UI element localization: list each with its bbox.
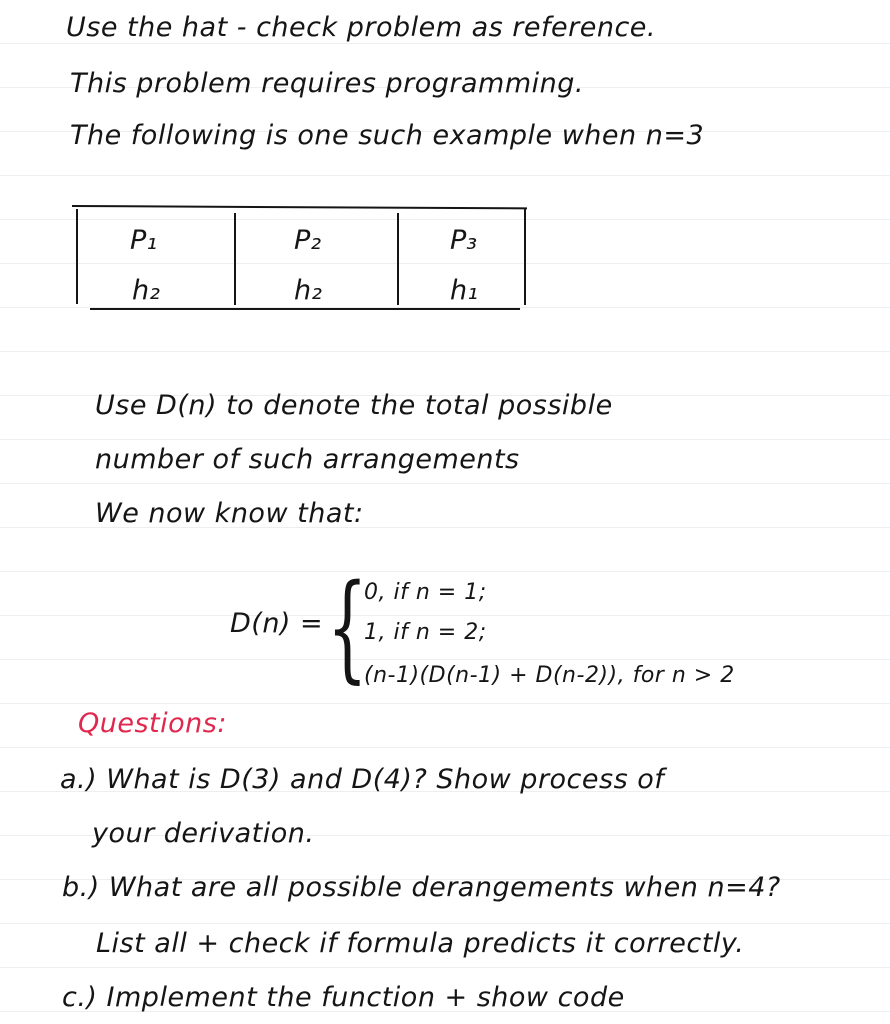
table-hat-2: h₂ (294, 275, 322, 306)
recurrence-formula (230, 560, 830, 695)
intro-line-1: Use the hat - check problem as reference. (66, 12, 656, 43)
table-left-border (76, 209, 78, 304)
questions-heading: Questions: (78, 708, 227, 739)
definition-line-1: Use D(n) to denote the total possible (95, 390, 613, 421)
formula-case-3: (n-1)(D(n-1) + D(n-2)), for n > 2 (364, 663, 735, 688)
table-divider-1 (234, 213, 236, 305)
table-person-2: P₂ (294, 225, 322, 256)
table-divider-2 (397, 213, 399, 305)
question-a-line-2: your derivation. (92, 818, 315, 849)
definition-line-2: number of such arrangements (95, 444, 520, 475)
question-b-line-1: b.) What are all possible derangements when n=4? (62, 872, 781, 903)
hat-check-table (72, 205, 527, 310)
table-bottom-border (90, 308, 520, 310)
question-b-line-2: List all + check if formula predicts it correctly. (96, 928, 745, 959)
table-top-border (72, 205, 527, 209)
intro-line-3: The following is one such example when n=3 (70, 120, 705, 151)
formula-brace-icon: { (327, 560, 368, 695)
table-person-3: P₃ (450, 225, 478, 256)
table-person-1: P₁ (130, 225, 158, 256)
table-right-border (524, 209, 526, 305)
definition-line-3: We now know that: (95, 498, 364, 529)
intro-line-2: This problem requires programming. (70, 68, 584, 99)
formula-case-2: 1, if n = 2; (364, 620, 487, 645)
formula-case-1: 0, if n = 1; (364, 580, 487, 605)
question-a-line-1: a.) What is D(3) and D(4)? Show process of (60, 764, 665, 795)
table-hat-3: h₁ (450, 275, 478, 306)
table-hat-1: h₂ (132, 275, 160, 306)
question-c-line-1: c.) Implement the function + show code (62, 982, 625, 1013)
formula-lhs: D(n) = (230, 608, 324, 639)
